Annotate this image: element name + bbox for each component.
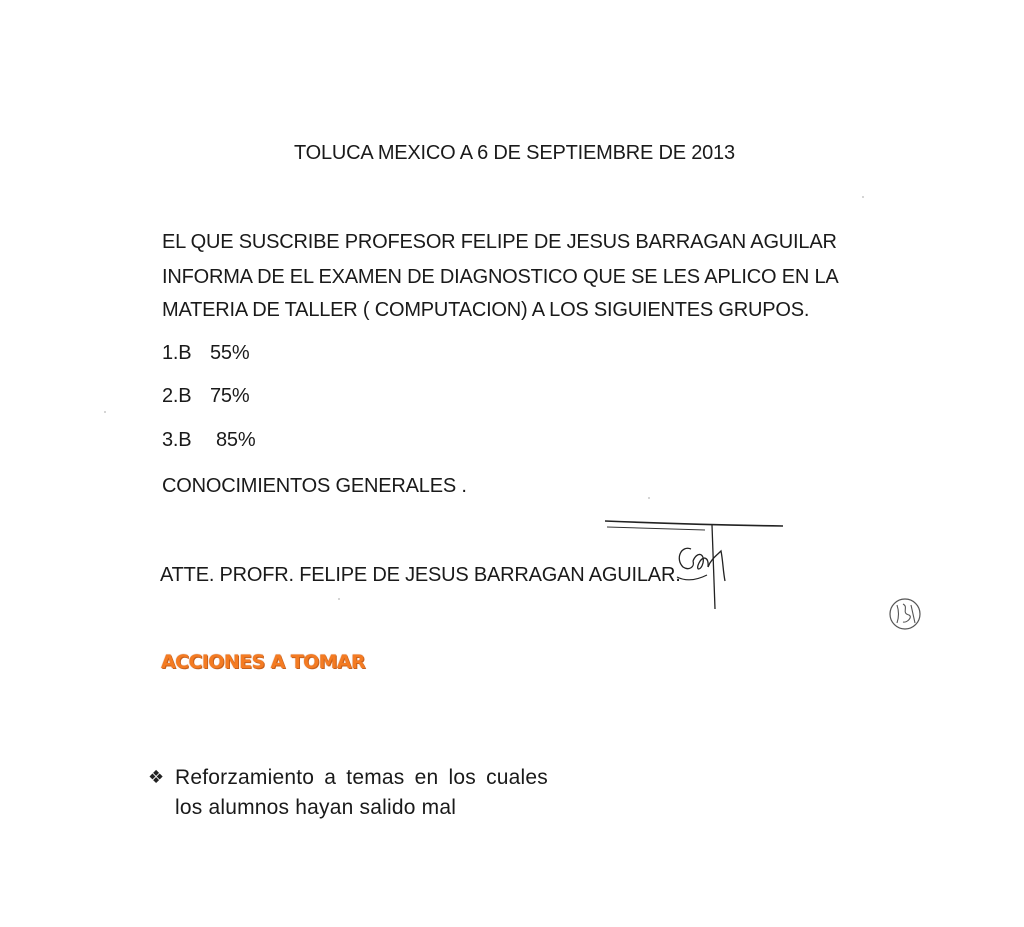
scan-speck xyxy=(862,196,864,198)
group-result-row xyxy=(162,428,255,452)
group-score: 75% xyxy=(210,385,250,407)
group-result-row xyxy=(162,341,249,365)
group-label: 3.B xyxy=(162,429,192,451)
conclusion-line: CONOCIMIENTOS GENERALES . xyxy=(162,475,467,497)
group-label: 2.B xyxy=(162,385,192,407)
group-score: 85% xyxy=(216,429,256,451)
date-line: TOLUCA MEXICO A 6 DE SEPTIEMBRE DE 2013 xyxy=(294,142,735,164)
group-label: 1.B xyxy=(162,342,192,364)
actions-heading: ACCIONES A TOMAR xyxy=(161,651,366,673)
scan-speck xyxy=(104,411,106,413)
scan-speck xyxy=(648,497,650,499)
group-result-row xyxy=(162,384,249,408)
body-line-3: MATERIA DE TALLER ( COMPUTACION) A LOS SIGUIENTES GRUPOS. xyxy=(162,299,810,321)
handwritten-signature xyxy=(595,515,790,615)
attestation-line: ATTE. PROFR. FELIPE DE JESUS BARRAGAN AGUILAR. xyxy=(160,564,681,586)
body-line-1: EL QUE SUSCRIBE PROFESOR FELIPE DE JESUS BARRAGAN AGUILAR xyxy=(162,231,837,253)
scan-speck xyxy=(338,598,340,600)
group-score: 55% xyxy=(210,342,250,364)
body-line-2: INFORMA DE EL EXAMEN DE DIAGNOSTICO QUE SE LES APLICO EN LA xyxy=(162,266,839,288)
initials-stamp xyxy=(885,595,925,633)
diamond-bullet-icon: ❖ xyxy=(148,767,165,787)
action-item-text: Reforzamiento a temas en los cuales los alumnos hayan salido mal xyxy=(175,766,548,819)
